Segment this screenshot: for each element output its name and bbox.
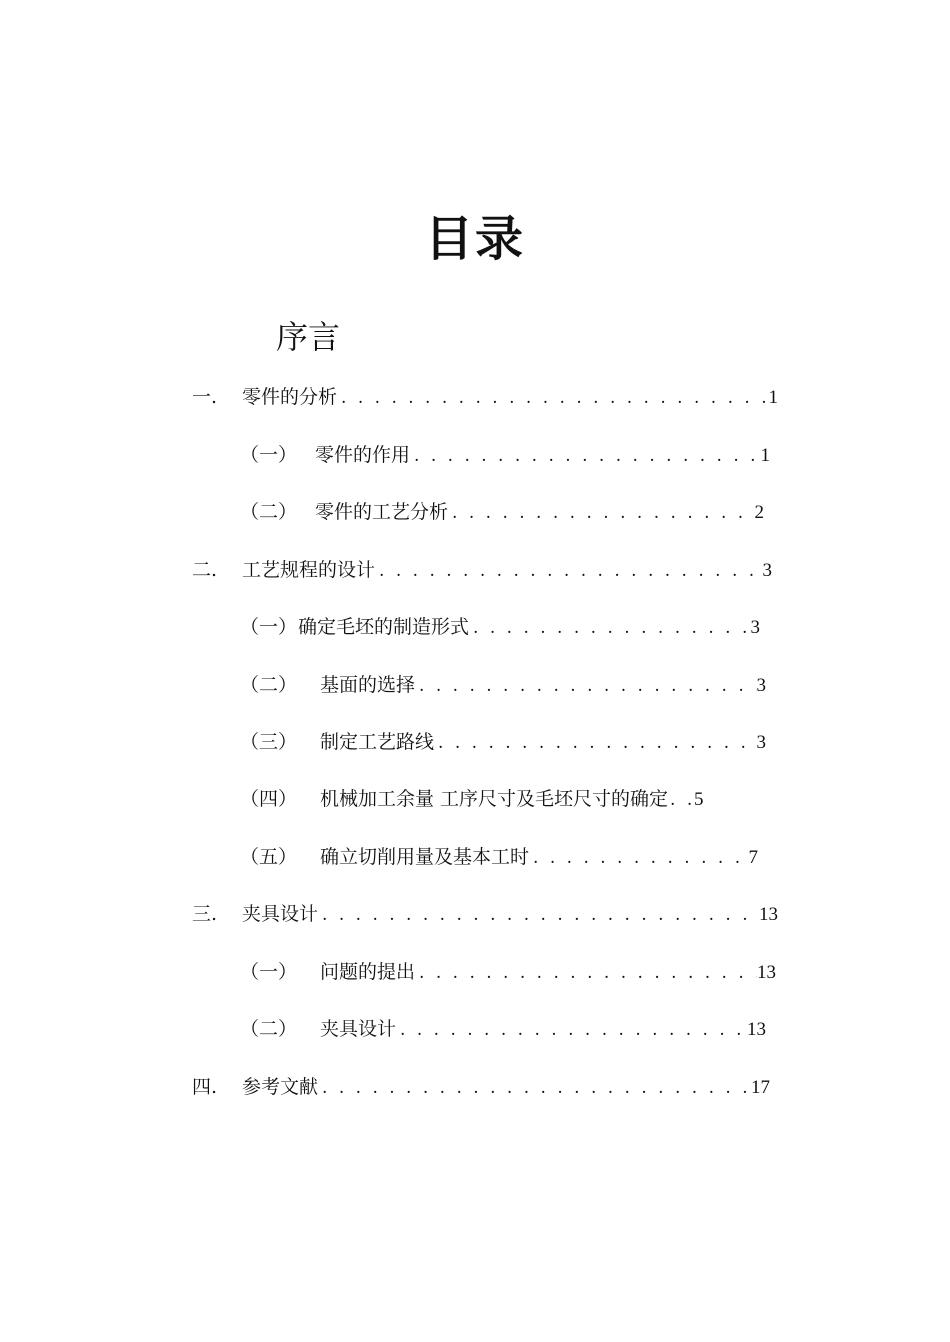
toc-title: 夹具设计 [242, 903, 319, 925]
toc-entry[interactable] [192, 382, 778, 412]
toc-page-number: 5 [694, 789, 704, 810]
toc-leader-dots [375, 556, 762, 586]
toc-title: 参考文献 [242, 1076, 319, 1098]
toc-entry[interactable] [192, 555, 772, 585]
toc-page-number: 13 [759, 904, 778, 925]
toc-leader-dots [668, 785, 694, 815]
toc-leader-dots [529, 843, 748, 873]
toc-entry[interactable] [192, 1072, 770, 1102]
toc-number: （二） [240, 501, 298, 523]
toc-leader-dots [318, 900, 759, 930]
toc-title: 工艺规程的设计 [242, 559, 376, 581]
toc-number: （一） [240, 444, 298, 466]
toc-title: 零件的分析 [242, 386, 338, 408]
toc-entry[interactable] [240, 727, 766, 757]
toc-page-number: 2 [754, 502, 764, 523]
toc-page-number: 7 [748, 847, 758, 868]
toc-title: 零件的工艺分析 [315, 501, 449, 523]
toc-number: 三. [192, 903, 218, 925]
toc-number: （四） [240, 788, 298, 810]
toc-number: 二. [192, 559, 218, 581]
toc-entry[interactable] [240, 612, 760, 642]
toc-title: 制定工艺路线 [320, 731, 435, 753]
toc-number: （三） [240, 731, 298, 753]
toc-leader-dots [415, 958, 757, 988]
toc-page-number: 1 [768, 387, 778, 408]
toc-number: （二） [240, 674, 298, 696]
toc-page-number: 13 [757, 962, 776, 983]
toc-leader-dots [415, 671, 756, 701]
toc-title: 基面的选择 [320, 674, 416, 696]
toc-entry[interactable] [240, 670, 766, 700]
document-title: 目录 [424, 211, 525, 267]
toc-title: 确立切削用量及基本工时 [320, 846, 530, 868]
toc-entry[interactable] [240, 957, 776, 987]
toc-number: （二） [240, 1018, 298, 1040]
toc-page-number: 3 [756, 675, 766, 696]
toc-page-number: 3 [762, 560, 772, 581]
toc-page-number: 13 [747, 1019, 766, 1040]
toc-page-number: 3 [750, 617, 760, 638]
toc-title: 确定毛坯的制造形式 [298, 616, 470, 638]
toc-title: 问题的提出 [320, 961, 416, 983]
toc-leader-dots [448, 498, 754, 528]
toc-leader-dots [410, 441, 760, 471]
toc-number: （五） [240, 846, 298, 868]
toc-leader-dots [434, 728, 756, 758]
toc-leader-dots [396, 1015, 747, 1045]
toc-page-number: 1 [760, 445, 770, 466]
preface-heading: 序言 [276, 318, 341, 356]
toc-number: （一） [240, 616, 298, 638]
toc-entry[interactable] [192, 899, 778, 929]
toc-number: （一） [240, 961, 298, 983]
toc-leader-dots [337, 383, 768, 413]
toc-entry[interactable] [240, 784, 760, 814]
toc-entry[interactable] [240, 497, 764, 527]
toc-entry[interactable] [240, 842, 758, 872]
toc-entry[interactable] [240, 1014, 766, 1044]
toc-leader-dots [318, 1073, 751, 1103]
toc-page-number: 17 [751, 1077, 770, 1098]
toc-entry[interactable] [240, 440, 770, 470]
toc-title: 夹具设计 [320, 1018, 397, 1040]
toc-title: 零件的作用 [315, 444, 411, 466]
toc-number: 一. [192, 386, 218, 408]
toc-title: 机械加工余量 工序尺寸及毛坯尺寸的确定 [320, 788, 669, 810]
toc-page-number: 3 [756, 732, 766, 753]
toc-number: 四. [192, 1076, 218, 1098]
toc-leader-dots [469, 613, 750, 643]
